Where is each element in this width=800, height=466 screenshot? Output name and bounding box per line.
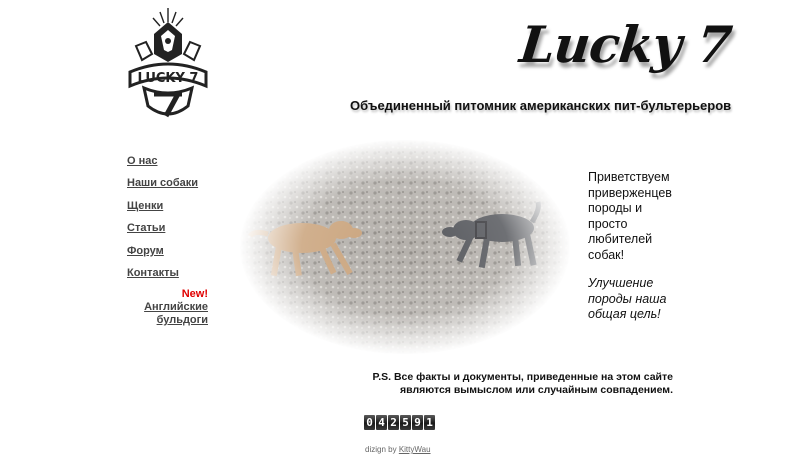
new-badge: New!: [181, 288, 208, 300]
counter-digit: 4: [376, 415, 387, 430]
design-credit: [365, 445, 431, 454]
disclaimer: [340, 371, 673, 397]
motto-text: [588, 276, 688, 323]
logo-ribbon-text: LUCKY 7: [137, 71, 199, 86]
welcome-line: просто: [588, 216, 628, 231]
dogs-photo-svg: [240, 140, 570, 355]
nav-item-articles[interactable]: Статьи: [127, 222, 166, 235]
welcome-line: приверженцев: [588, 185, 672, 200]
main-nav: [127, 154, 237, 288]
counter-digit: 5: [400, 415, 411, 430]
site-title-text: Lucky 7: [516, 15, 735, 74]
logo-emblem-svg: [126, 6, 210, 122]
credit-author-link[interactable]: KittyWau: [398, 445, 431, 454]
english-bulldogs-link[interactable]: [140, 301, 208, 327]
nav-item-forum[interactable]: Форум: [127, 244, 164, 257]
welcome-line: породы и: [588, 201, 643, 215]
disclaimer-line1: P.S. Все факты и документы, приведенные на этом сайте: [372, 371, 673, 383]
counter-digit: 1: [424, 415, 435, 430]
welcome-text: [588, 170, 698, 263]
motto-line: Улучшение: [588, 276, 654, 290]
counter-digit: 9: [412, 415, 423, 430]
welcome-line: любителей: [588, 232, 653, 246]
nav-item-contacts[interactable]: Контакты: [127, 266, 179, 279]
site-title: [516, 10, 735, 90]
site-subtitle: Объединенный питомник американских пит-бультерьеров: [350, 98, 732, 113]
nav-item-our-dogs[interactable]: Наши собаки: [127, 177, 199, 190]
nav-item-about[interactable]: О нас: [127, 155, 158, 167]
english-bulldogs-link-line2: бульдоги: [156, 314, 208, 326]
promo-block: [140, 288, 208, 327]
disclaimer-line2: являются вымыслом или случайным совпадением.: [400, 384, 673, 396]
english-bulldogs-link-line1: Английские: [144, 301, 208, 313]
credit-prefix: dizign by: [365, 445, 397, 454]
nav-item-puppies[interactable]: Щенки: [127, 199, 164, 212]
logo-emblem-icon: [126, 6, 210, 122]
motto-line: породы наша: [588, 291, 667, 306]
dogs-photo: [240, 140, 570, 355]
visitor-counter[interactable]: [364, 415, 435, 430]
counter-digit: 0: [364, 415, 375, 430]
motto-line: общая цель!: [588, 307, 661, 321]
counter-digit: 2: [388, 415, 399, 430]
welcome-line: собак!: [588, 247, 625, 262]
welcome-line: Приветствуем: [588, 170, 670, 184]
